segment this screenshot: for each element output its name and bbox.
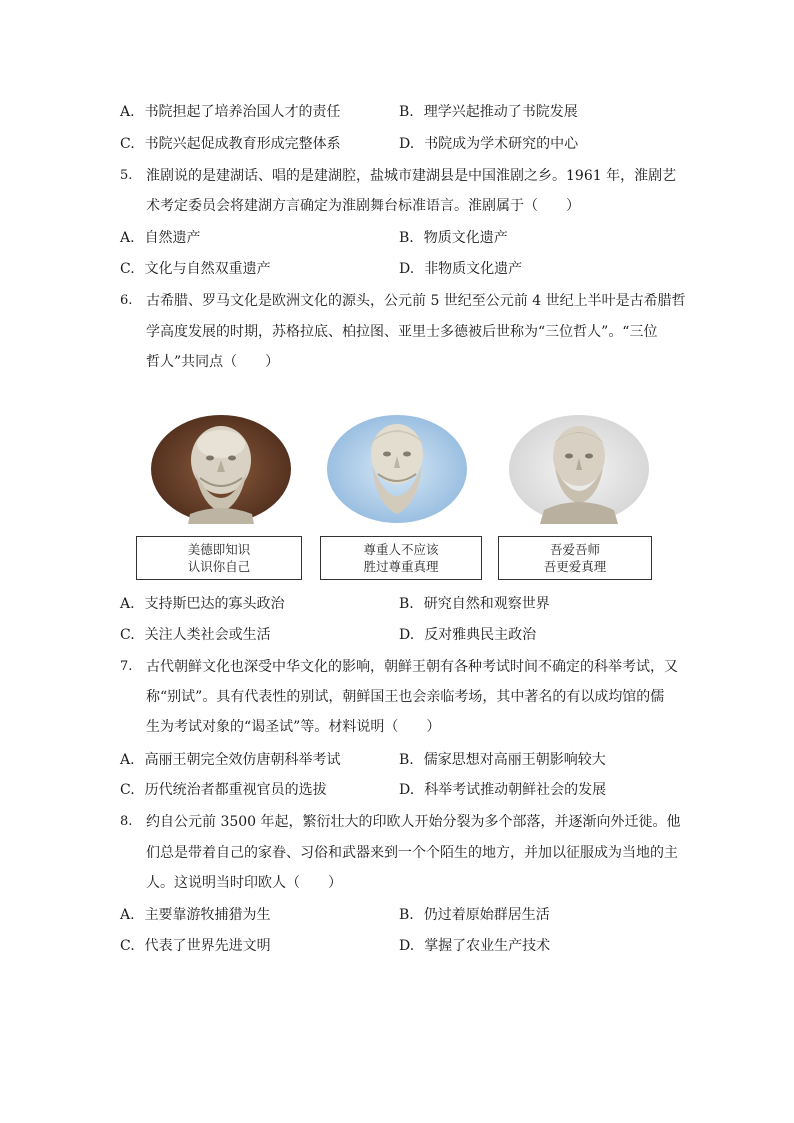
q5-option-c: C. 文化与自然双重遗产 (120, 261, 271, 277)
q8-option-c: C. 代表了世界先进文明 (120, 938, 271, 954)
q4-option-c: C. 书院兴起促成教育形成完整体系 (120, 136, 341, 152)
q6-stem-line-2: 学高度发展的时期，苏格拉底、柏拉图、亚里士多德被后世称为“三位哲人”。“三位 (146, 324, 658, 340)
q6-option-d: D. 反对雅典民主政治 (399, 627, 537, 643)
q6-option-a: A. 支持斯巴达的寡头政治 (120, 596, 285, 612)
aristotle-quote-box: 吾爱吾师 吾更爱真理 (498, 536, 652, 580)
q8-option-d: D. 掌握了农业生产技术 (399, 938, 551, 954)
aristotle-bust-image (508, 414, 650, 524)
q5-stem-line-2: 术考定委员会将建湖方言确定为淮剧舞台标准语言。淮剧属于（ ） (146, 198, 580, 214)
plato-bust-image (326, 414, 468, 524)
q5-number: 5. (120, 168, 133, 183)
philosophers-figure (136, 408, 658, 588)
q5-stem-line-1: 淮剧说的是建湖话、唱的是建湖腔，盐城市建湖县是中国淮剧之乡。1961 年，淮剧艺 (146, 168, 677, 184)
q7-stem-line-2: 称“别试”。具有代表性的别试，朝鲜国王也会亲临考场，其中著名的有以成均馆的儒 (146, 689, 665, 705)
q7-stem-line-1: 古代朝鲜文化也深受中华文化的影响，朝鲜王朝有各种考试时间不确定的科举考试，又 (146, 659, 678, 675)
q8-stem-line-3: 人。这说明当时印欧人（ ） (146, 875, 342, 891)
q8-option-a: A. 主要靠游牧捕猎为生 (120, 907, 271, 923)
socrates-bust-image (150, 414, 292, 524)
q4-option-d: D. 书院成为学术研究的中心 (399, 136, 579, 152)
plato-quote-box: 尊重人不应该 胜过尊重真理 (320, 536, 482, 580)
q5-option-d: D. 非物质文化遗产 (399, 261, 523, 277)
q6-option-c: C. 关注人类社会或生活 (120, 627, 271, 643)
q4-option-b: B. 理学兴起推动了书院发展 (399, 104, 578, 120)
q7-option-a: A. 高丽王朝完全效仿唐朝科举考试 (120, 752, 341, 768)
q6-number: 6. (120, 293, 133, 308)
q6-stem-line-1: 古希腊、罗马文化是欧洲文化的源头，公元前 5 世纪至公元前 4 世纪上半叶是古希腊哲 (146, 293, 686, 309)
q6-option-b: B. 研究自然和观察世界 (399, 596, 550, 612)
q8-stem-line-1: 约自公元前 3500 年起，繁衍壮大的印欧人开始分裂为多个部落，并逐渐向外迁徙。他 (146, 814, 681, 830)
q8-number: 8. (120, 814, 133, 829)
q7-option-d: D. 科举考试推动朝鲜社会的发展 (399, 782, 607, 798)
socrates-quote-box: 美德即知识 认识你自己 (136, 536, 302, 580)
q4-option-a: A. 书院担起了培养治国人才的责任 (120, 104, 341, 120)
q7-stem-line-3: 生为考试对象的“谒圣试”等。材料说明（ ） (146, 719, 441, 735)
q7-option-c: C. 历代统治者都重视官员的选拔 (120, 782, 327, 798)
q8-stem-line-2: 们总是带着自己的家眷、习俗和武器来到一个个陌生的地方，并加以征服成为当地的主 (146, 845, 678, 861)
q7-number: 7. (120, 659, 133, 674)
q5-option-b: B. 物质文化遗产 (399, 230, 508, 246)
q5-option-a: A. 自然遗产 (120, 230, 201, 246)
q6-stem-line-3: 哲人”共同点（ ） (146, 354, 280, 370)
q7-option-b: B. 儒家思想对高丽王朝影响较大 (399, 752, 606, 768)
q8-option-b: B. 仍过着原始群居生活 (399, 907, 550, 923)
